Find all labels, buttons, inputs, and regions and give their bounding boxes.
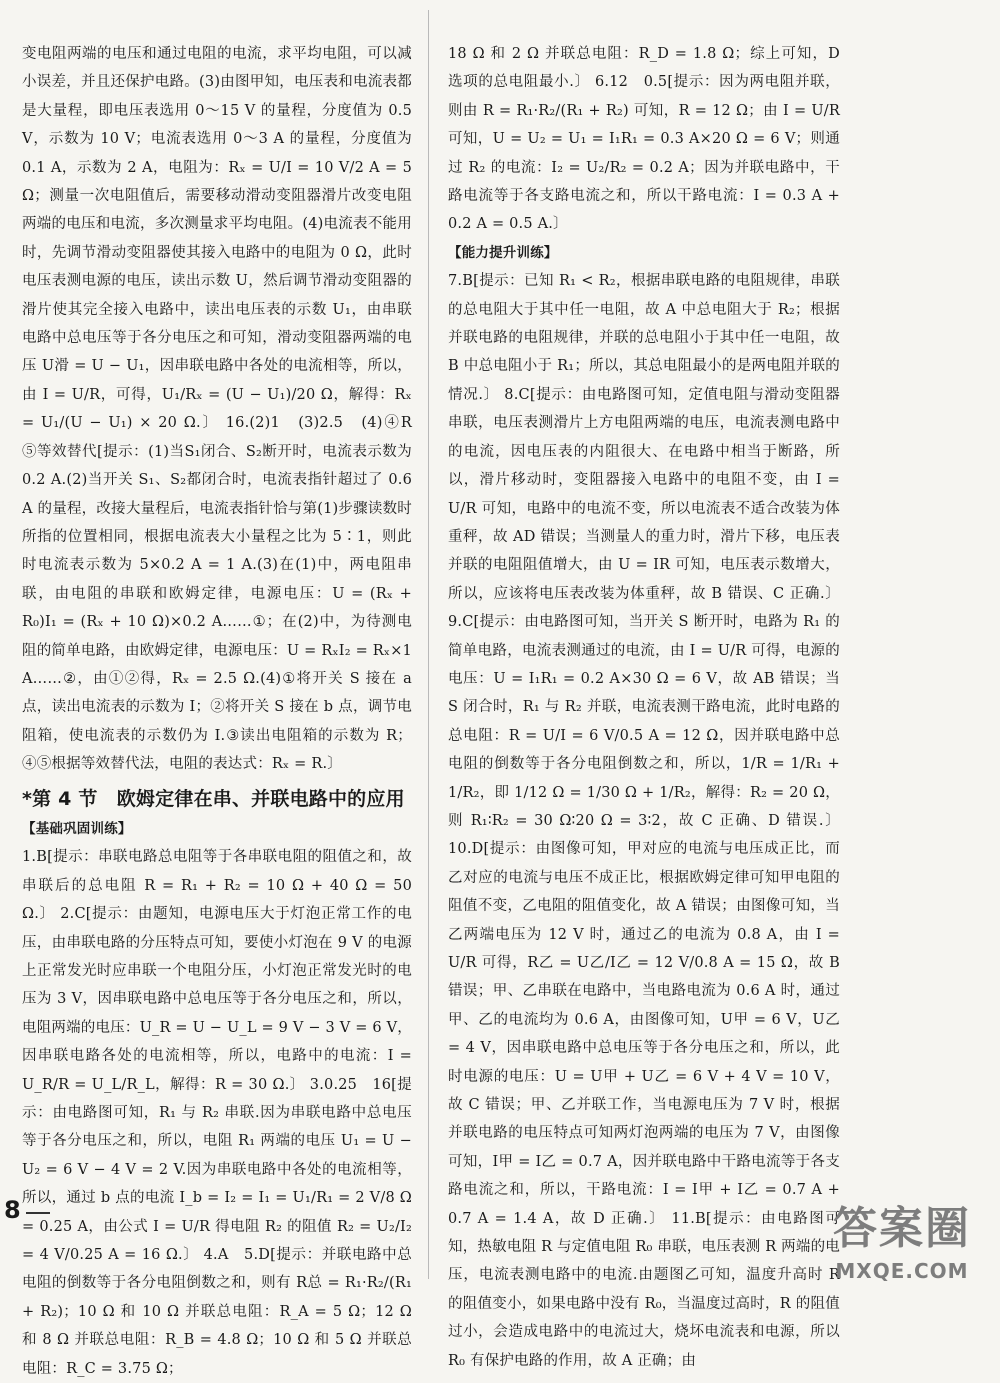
page-number: 8	[4, 1196, 21, 1224]
advanced-training-heading: 【能力提升训练】	[448, 244, 558, 261]
left-column	[22, 40, 427, 1383]
basic-training-heading: 【基础巩固训练】	[22, 820, 132, 837]
basic-answers-text: 1.B[提示：串联电路总电阻等于各串联电阻的阻值之和，故串联后的总电阻 R = R₁ + R₂ = 10 Ω + 40 Ω = 50 Ω.〕 2.C[提示：由题知，电源电压大于灯泡正常工作的电压，由串联电路的分压特点可知，要使小灯泡在 9 V 的电源上正常发光时应串联一个电阻分压，小灯泡正常发光时的电压为 3 V，因串联电路中总电压等于各分电压之和，所以，电阻两端的电压：U_R = U − U_L = 9 V − 3 V = 6 V，因串联电路各处的电流相等，所以，电路中的电流：I = U_R/R = U_L/R_L，解得：R = 30 Ω.〕 3.0.25 16[提示：由电路图可知，R₁ 与 R₂ 串联.因为串联电路中总电压等于各分电压之和，所以，电阻 R₁ 两端的电压 U₁ = U − U₂ = 6 V − 4 V = 2 V.因为串联电路中各处的电流相等，所以，通过 b 点的电流 I_b = I₂ = I₁ = U₁/R₁ = 2 V/8 Ω = 0.25 A，由公式 I = U/R 得电阻 R₂ 的阻值 R₂ = U₂/I₂ = 4 V/0.25 A = 16 Ω.〕 4.A 5.D[提示：并联电路中总电阻的倒数等于各分电阻倒数之和，则有 R总 = R₁·R₂/(R₁ + R₂)；10 Ω 和 10 Ω 并联总电阻：R_A = 5 Ω；12 Ω 和 8 Ω 并联总电阻：R_B = 4.8 Ω；10 Ω 和 5 Ω 并联总电阻：R_C = 3.75 Ω；	[22, 849, 412, 1377]
watermark-url: MXQE.COM	[835, 1259, 969, 1283]
left-intro-text: 变电阻两端的电压和通过电阻的电流，求平均电阻，可以减小误差，并且还保护电路。(3)由图甲知，电压表和电流表都是大量程，即电压表选用 0～15 V 的量程，分度值为 0.5 V，示数为 10 V；电流表选用 0～3 A 的量程，分度值为 0.1 A，示数为 2 A，电阻为：Rₓ = U/I = 10 V/2 A = 5 Ω；测量一次电阻值后，需要移动滑动变阻器滑片改变电阻两端的电压和电流，多次测量求平均电阻。(4)电流表不能用时，先调节滑动变阻器使其接入电路中的电阻为 0 Ω，此时电压表测电源的电压，读出示数 U，然后调节滑动变阻器的滑片使其完全接入电路中，读出电压表的示数 U₁，由串联电路中总电压等于各分电压之和可知，滑动变阻器两端的电压 U滑 = U − U₁，因串联电路中各处的电流相等，所以，由 I = U/R，可得，U₁/Rₓ = (U − U₁)/20 Ω，解得：Rₓ = U₁/(U − U₁) × 20 Ω.〕 16.(2)1 (3)2.5 (4)④R ⑤等效替代[提示：(1)当S₁闭合、S₂断开时，电流表示数为 0.2 A.(2)当开关 S₁、S₂都闭合时，电流表指针超过了 0.6 A 的量程，改接大量程后，电流表指针恰与第(1)步骤读数时所指的位置相同，根据电流表大小量程之比为 5∶1，则此时电流表示数为 5×0.2 A = 1 A.(3)在(1)中，两电阻串联，由电阻的串联和欧姆定律，电源电压：U = (Rₓ + R₀)I₁ = (Rₓ + 10 Ω)×0.2 A……①；在(2)中，为待测电阻的简单电路，由欧姆定律，电源电压：U = RₓI₂ = Rₓ×1 A……②，由①②得，Rₓ = 2.5 Ω.(4)①将开关 S 接在 a 点，读出电流表的示数为 I；②将开关 S 接在 b 点，调节电阻箱，使电流表的示数仍为 I.③读出电阻箱的示数为 R；④⑤根据等效替代法，电阻的表达式：Rₓ = R.〕	[22, 46, 427, 773]
watermark-logo	[816, 1199, 988, 1303]
advanced-answers-text: 7.B[提示：已知 R₁ < R₂，根据串联电路的电阻规律，串联的总电阻大于其中任一电阻，故 A 中总电阻大于 R₂；根据并联电路的电阻规律，并联的总电阻小于其中任一电阻，故 B 中总电阻小于 R₁；所以，其总电阻最小的是两电阻并联的情况.〕 8.C[提示：由电路图可知，定值电阻与滑动变阻器串联，电压表测滑片上方电阻两端的电压，电流表测电路中的电流，因电压表的内阻很大、在电路中相当于断路，所以，滑片移动时，变阻器接入电路中的电阻不变，由 I = U/R 可知，电路中的电流不变，所以电流表不适合改装为体重秤，故 AD 错误；当测量人的重力时，滑片下移，电压表并联的电阻阻值增大，由 U = IR 可知，电压表示数增大，所以，应该将电压表改装为体重秤，故 B 错误、C 正确.〕 9.C[提示：由电路图可知，当开关 S 断开时，电路为 R₁ 的简单电路，电流表测通过的电流，由 I = U/R 可得，电源的电压：U = I₁R₁ = 0.2 A×30 Ω = 6 V，故 AB 错误；当 S 闭合时，R₁ 与 R₂ 并联，电流表测干路电流，此时电路的总电阻：R = U/I = 6 V/0.5 A = 12 Ω，因并联电路中总电阻的倒数等于各分电阻倒数之和，所以，1/R = 1/R₁ + 1/R₂，即 1/12 Ω = 1/30 Ω + 1/R₂，解得：R₂ = 20 Ω，则 R₁∶R₂ = 30 Ω∶20 Ω = 3∶2，故 C 正确、D 错误.〕 10.D[提示：由图像可知，甲对应的电流与电压成正比，而乙对应的电流与电压不成正比，根据欧姆定律可知甲电阻的阻值不变，乙电阻的阻值变化，故 A 错误；由图像可知，当乙两端电压为 12 V 时，通过乙的电流为 0.8 A，由 I = U/R 可得，R乙 = U乙/I乙 = 12 V/0.8 A = 15 Ω，故 B 错误；甲、乙串联在电路中，当电路电流为 0.6 A 时，通过甲、乙的电流均为 0.6 A，由图像可知，U甲 = 6 V，U乙 = 4 V，因串联电路中总电压等于各分电压之和，所以，此时电源的电压：U = U甲 + U乙 = 6 V + 4 V = 10 V，故 C 错误；甲、乙并联工作，当电源电压为 7 V 时，根据并联电路的电压特点可知两灯泡两端的电压为 7 V，由图像可知，I甲 = I乙 = 0.7 A，因并联电路中干路电流等于各支路电流之和，所以，干路电流：I = I甲 + I乙 = 0.7 A + 0.7 A = 1.4 A，故 D 正确.〕 11.B[提示：由电路图可知，热敏电阻 R 与定值电阻 R₀ 串联，电压表测 R 两端的电压，电流表测电路中的电流.由题图乙可知，温度升高时 R 的阻值变小，如果电路中没有 R₀，当温度过高时，R 的阻值过小，会造成电路中的电流过大，烧坏电流表和电源，所以 R₀ 有保护电路的作用，故 A 正确；由	[448, 273, 840, 1369]
column-divider	[428, 10, 429, 1279]
basic-answers-continued: 18 Ω 和 2 Ω 并联总电阻：R_D = 1.8 Ω；综上可知，D 选项的总电阻最小.〕 6.12 0.5[提示：因为两电阻并联，则由 R = R₁·R₂/(R₁ + R₂) 可知，R = 12 Ω；由 I = U/R 可知，U = U₂ = U₁ = I₁R₁ = 0.3 A×20 Ω = 6 V；则通过 R₂ 的电流：I₂ = U₂/R₂ = 0.2 A；因为并联电路中，干路电流等于各支路电流之和，所以干路电流：I = 0.3 A + 0.2 A = 0.5 A.〕	[448, 46, 840, 233]
section-title: *第 4 节 欧姆定律在串、并联电路中的应用	[22, 787, 405, 810]
right-column	[448, 40, 840, 1375]
watermark-text: 答案圈	[833, 1203, 971, 1254]
page-number-rule	[26, 1212, 50, 1214]
